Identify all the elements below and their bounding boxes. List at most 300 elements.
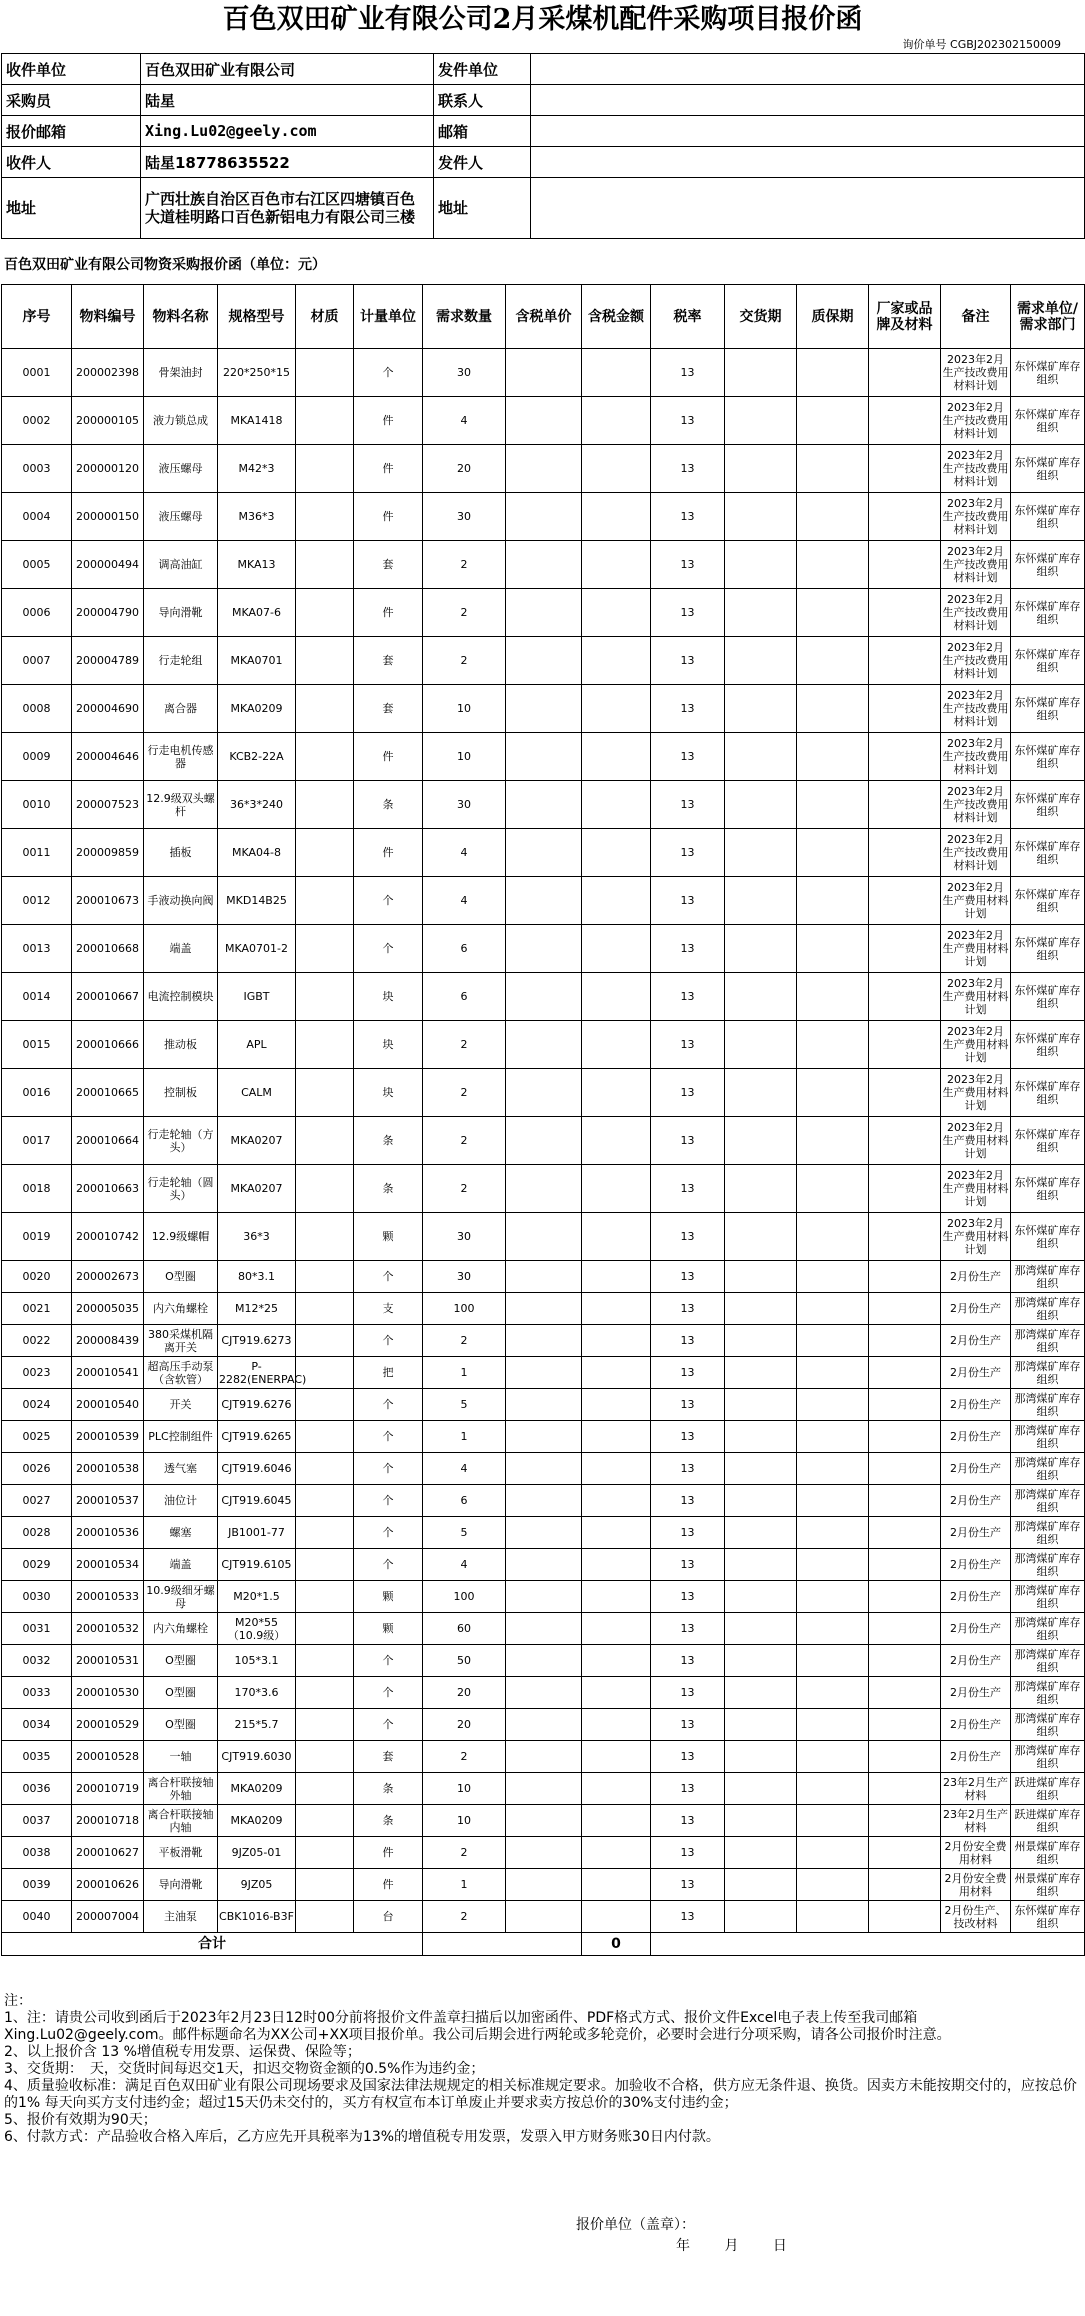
- column-header: 备注: [941, 285, 1011, 349]
- table-cell: M36*3: [218, 493, 296, 541]
- table-cell: 0014: [2, 973, 72, 1021]
- table-cell: [869, 1869, 941, 1901]
- table-row: [2, 445, 1085, 493]
- table-cell: 2月份生产: [941, 1389, 1011, 1421]
- table-cell: 行走轮组: [144, 637, 218, 685]
- table-cell: 个: [354, 1709, 423, 1741]
- table-cell: [296, 781, 354, 829]
- table-cell: 4: [423, 1453, 506, 1485]
- table-cell: [725, 541, 797, 589]
- table-row: [2, 541, 1085, 589]
- table-cell: 2月份生产: [941, 1677, 1011, 1709]
- table-cell: [725, 877, 797, 925]
- table-cell: [797, 349, 869, 397]
- table-cell: 2月份生产: [941, 1549, 1011, 1581]
- table-cell: 200010668: [72, 925, 144, 973]
- table-cell: 23年2月生产材料: [941, 1805, 1011, 1837]
- table-cell: 个: [354, 1453, 423, 1485]
- table-cell: 6: [423, 925, 506, 973]
- table-cell: [296, 1389, 354, 1421]
- table-cell: 200007523: [72, 781, 144, 829]
- table-row: [2, 1453, 1085, 1485]
- table-cell: [582, 1773, 651, 1805]
- table-cell: 那湾煤矿库存组织: [1011, 1741, 1085, 1773]
- table-cell: [797, 925, 869, 973]
- table-cell: 2月份生产: [941, 1485, 1011, 1517]
- table-cell: 200004789: [72, 637, 144, 685]
- table-cell: 0024: [2, 1389, 72, 1421]
- column-header: 需求单位/需求部门: [1011, 285, 1085, 349]
- table-row: [2, 397, 1085, 445]
- table-cell: 13: [651, 1389, 725, 1421]
- table-cell: [797, 685, 869, 733]
- table-cell: [506, 1421, 582, 1453]
- table-cell: 液压螺母: [144, 445, 218, 493]
- table-cell: [506, 1069, 582, 1117]
- table-cell: 件: [354, 1837, 423, 1869]
- table-cell: 200010665: [72, 1069, 144, 1117]
- contact-value: [531, 85, 1085, 116]
- table-cell: 0039: [2, 1869, 72, 1901]
- table-cell: [797, 829, 869, 877]
- table-cell: [725, 1901, 797, 1933]
- table-cell: 200002673: [72, 1261, 144, 1293]
- table-cell: 1: [423, 1357, 506, 1389]
- table-cell: KCB2-22A: [218, 733, 296, 781]
- table-cell: [296, 1805, 354, 1837]
- table-cell: 电流控制模块: [144, 973, 218, 1021]
- table-cell: 2: [423, 1837, 506, 1869]
- table-cell: [582, 1517, 651, 1549]
- table-cell: [797, 445, 869, 493]
- table-cell: 0003: [2, 445, 72, 493]
- table-cell: 5: [423, 1389, 506, 1421]
- table-cell: [506, 637, 582, 685]
- table-cell: 200010540: [72, 1389, 144, 1421]
- table-cell: [506, 685, 582, 733]
- table-cell: 13: [651, 445, 725, 493]
- table-cell: 2: [423, 637, 506, 685]
- table-cell: [506, 1645, 582, 1677]
- table-cell: 个: [354, 925, 423, 973]
- table-cell: [869, 1069, 941, 1117]
- table-cell: 13: [651, 1581, 725, 1613]
- table-cell: [582, 1869, 651, 1901]
- table-cell: 200010534: [72, 1549, 144, 1581]
- table-cell: 9JZ05-01: [218, 1837, 296, 1869]
- info-table: [1, 53, 1085, 239]
- table-cell: 件: [354, 445, 423, 493]
- table-cell: [725, 1677, 797, 1709]
- table-cell: 东怀煤矿库存组织: [1011, 829, 1085, 877]
- note-line: 5、报价有效期为90天；: [4, 2112, 157, 2128]
- table-cell: 套: [354, 685, 423, 733]
- table-cell: 件: [354, 829, 423, 877]
- table-cell: [296, 1213, 354, 1261]
- table-cell: [296, 973, 354, 1021]
- table-cell: 套: [354, 1741, 423, 1773]
- table-cell: 105*3.1: [218, 1645, 296, 1677]
- table-row: [2, 877, 1085, 925]
- table-cell: 条: [354, 1165, 423, 1213]
- table-cell: 东怀煤矿库存组织: [1011, 349, 1085, 397]
- table-cell: [797, 1517, 869, 1549]
- table-cell: 2023年2月生产技改费用材料计划: [941, 589, 1011, 637]
- table-cell: [869, 829, 941, 877]
- table-cell: 200010664: [72, 1117, 144, 1165]
- table-cell: [582, 1549, 651, 1581]
- table-cell: 调高油缸: [144, 541, 218, 589]
- table-cell: [869, 1325, 941, 1357]
- table-cell: 2月份安全费用材料: [941, 1869, 1011, 1901]
- table-cell: 油位计: [144, 1485, 218, 1517]
- table-cell: [506, 493, 582, 541]
- table-cell: [797, 1837, 869, 1869]
- column-header: 质保期: [797, 285, 869, 349]
- table-cell: [725, 1869, 797, 1901]
- column-header: 交货期: [725, 285, 797, 349]
- table-cell: [506, 1021, 582, 1069]
- table-cell: [725, 1709, 797, 1741]
- table-cell: 个: [354, 1677, 423, 1709]
- table-cell: [725, 637, 797, 685]
- table-cell: 13: [651, 1517, 725, 1549]
- table-cell: 12.9级螺帽: [144, 1213, 218, 1261]
- table-cell: 2: [423, 541, 506, 589]
- table-cell: 2月份安全费用材料: [941, 1837, 1011, 1869]
- table-cell: [506, 445, 582, 493]
- table-cell: 个: [354, 1517, 423, 1549]
- note-line: 3、交货期： 天，交货时间每迟交1天，扣迟交物资金额的0.5%作为违约金；: [4, 2061, 485, 2077]
- table-row: [2, 1021, 1085, 1069]
- table-cell: 那湾煤矿库存组织: [1011, 1485, 1085, 1517]
- table-cell: 0004: [2, 493, 72, 541]
- table-cell: [725, 1261, 797, 1293]
- table-cell: 9JZ05: [218, 1869, 296, 1901]
- table-cell: [582, 829, 651, 877]
- table-cell: 0034: [2, 1709, 72, 1741]
- table-cell: 个: [354, 1325, 423, 1357]
- table-cell: [296, 445, 354, 493]
- table-cell: M20*55（10.9级）: [218, 1613, 296, 1645]
- table-cell: MKA0209: [218, 1805, 296, 1837]
- email-label: 报价邮箱: [2, 116, 141, 147]
- table-cell: [725, 1213, 797, 1261]
- table-cell: 那湾煤矿库存组织: [1011, 1325, 1085, 1357]
- table-cell: [506, 1325, 582, 1357]
- table-cell: 13: [651, 781, 725, 829]
- table-row: [2, 1837, 1085, 1869]
- table-cell: 13: [651, 1453, 725, 1485]
- sender-value: [531, 147, 1085, 178]
- table-cell: 13: [651, 349, 725, 397]
- table-cell: [582, 877, 651, 925]
- table-cell: 0025: [2, 1421, 72, 1453]
- table-cell: CJT919.6045: [218, 1485, 296, 1517]
- column-header: 税率: [651, 285, 725, 349]
- table-cell: 2月份生产: [941, 1613, 1011, 1645]
- table-cell: 13: [651, 1325, 725, 1357]
- table-cell: 2月份生产: [941, 1261, 1011, 1293]
- table-cell: [582, 733, 651, 781]
- table-cell: 13: [651, 1869, 725, 1901]
- table-cell: 200010666: [72, 1021, 144, 1069]
- table-cell: 州景煤矿库存组织: [1011, 1837, 1085, 1869]
- table-cell: 170*3.6: [218, 1677, 296, 1709]
- table-cell: [869, 1549, 941, 1581]
- table-cell: [582, 1389, 651, 1421]
- table-cell: [296, 397, 354, 445]
- table-cell: [506, 397, 582, 445]
- table-cell: 200010742: [72, 1213, 144, 1261]
- table-cell: 行走电机传感器: [144, 733, 218, 781]
- table-cell: 那湾煤矿库存组织: [1011, 1517, 1085, 1549]
- receiver-unit-label: 收件单位: [2, 54, 141, 85]
- table-cell: 导向滑靴: [144, 1869, 218, 1901]
- table-cell: P-2282(ENERPAC): [218, 1357, 296, 1389]
- table-cell: 件: [354, 733, 423, 781]
- table-cell: [582, 1421, 651, 1453]
- table-cell: [869, 973, 941, 1021]
- table-cell: CBK1016-B3F: [218, 1901, 296, 1933]
- table-cell: [582, 1325, 651, 1357]
- table-cell: 那湾煤矿库存组织: [1011, 1453, 1085, 1485]
- table-cell: [296, 733, 354, 781]
- table-cell: 2月份生产: [941, 1517, 1011, 1549]
- column-header: 规格型号: [218, 285, 296, 349]
- table-cell: [296, 1549, 354, 1581]
- table-cell: 件: [354, 493, 423, 541]
- table-cell: [296, 1453, 354, 1485]
- table-cell: 东怀煤矿库存组织: [1011, 493, 1085, 541]
- table-cell: [869, 349, 941, 397]
- address-value: 广西壮族自治区百色市右江区四塘镇百色大道桂明路口百色新铝电力有限公司三楼: [141, 178, 434, 239]
- table-cell: [582, 1293, 651, 1325]
- table-cell: [296, 925, 354, 973]
- table-cell: 2023年2月生产费用材料计划: [941, 1117, 1011, 1165]
- table-cell: [797, 1677, 869, 1709]
- table-cell: M12*25: [218, 1293, 296, 1325]
- table-cell: [582, 1901, 651, 1933]
- table-cell: 一轴: [144, 1741, 218, 1773]
- table-cell: 离合杆联接轴内轴: [144, 1805, 218, 1837]
- table-cell: 20: [423, 1677, 506, 1709]
- table-cell: 东怀煤矿库存组织: [1011, 781, 1085, 829]
- table-row: [2, 1261, 1085, 1293]
- table-cell: [725, 1581, 797, 1613]
- table-cell: PLC控制组件: [144, 1421, 218, 1453]
- table-cell: [582, 781, 651, 829]
- table-row: [2, 1549, 1085, 1581]
- table-cell: 13: [651, 973, 725, 1021]
- table-cell: 条: [354, 1805, 423, 1837]
- table-cell: 13: [651, 1293, 725, 1325]
- table-cell: [506, 1549, 582, 1581]
- table-cell: 那湾煤矿库存组织: [1011, 1613, 1085, 1645]
- table-cell: 2023年2月生产费用材料计划: [941, 1069, 1011, 1117]
- column-header: 物料名称: [144, 285, 218, 349]
- table-cell: 0022: [2, 1325, 72, 1357]
- table-row: [2, 973, 1085, 1021]
- table-row: [2, 925, 1085, 973]
- column-header: 需求数量: [423, 285, 506, 349]
- table-row: [2, 589, 1085, 637]
- table-cell: 东怀煤矿库存组织: [1011, 541, 1085, 589]
- table-cell: 13: [651, 925, 725, 973]
- table-cell: [506, 1837, 582, 1869]
- table-cell: 2023年2月生产技改费用材料计划: [941, 445, 1011, 493]
- table-cell: 200005035: [72, 1293, 144, 1325]
- table-row: [2, 829, 1085, 877]
- table-cell: [797, 397, 869, 445]
- column-header: 物料编号: [72, 285, 144, 349]
- table-cell: 2023年2月生产费用材料计划: [941, 973, 1011, 1021]
- table-cell: [869, 1645, 941, 1677]
- table-cell: 2023年2月生产费用材料计划: [941, 925, 1011, 973]
- table-cell: 跃进煤矿库存组织: [1011, 1805, 1085, 1837]
- table-cell: 4: [423, 1549, 506, 1581]
- table-cell: 0026: [2, 1453, 72, 1485]
- table-cell: [725, 1741, 797, 1773]
- table-cell: 13: [651, 1645, 725, 1677]
- table-cell: [869, 685, 941, 733]
- table-cell: 跃进煤矿库存组织: [1011, 1773, 1085, 1805]
- table-cell: 12.9级双头螺杆: [144, 781, 218, 829]
- table-cell: 0006: [2, 589, 72, 637]
- note-line: 注：: [4, 1993, 32, 2009]
- table-cell: 东怀煤矿库存组织: [1011, 925, 1085, 973]
- table-cell: 液力锁总成: [144, 397, 218, 445]
- table-cell: 颗: [354, 1613, 423, 1645]
- address-label: 地址: [2, 178, 141, 239]
- table-cell: [296, 349, 354, 397]
- table-cell: [582, 1213, 651, 1261]
- table-cell: 2023年2月生产技改费用材料计划: [941, 685, 1011, 733]
- table-cell: 13: [651, 397, 725, 445]
- table-row: [2, 1613, 1085, 1645]
- table-cell: [797, 1021, 869, 1069]
- table-cell: [582, 1357, 651, 1389]
- table-cell: [296, 637, 354, 685]
- table-subtitle: 百色双田矿业有限公司物资采购报价函（单位：元）: [4, 257, 326, 273]
- table-cell: [582, 973, 651, 1021]
- table-cell: [869, 1709, 941, 1741]
- table-cell: [797, 877, 869, 925]
- table-cell: [506, 1517, 582, 1549]
- table-cell: 30: [423, 349, 506, 397]
- table-cell: 件: [354, 589, 423, 637]
- table-cell: [725, 973, 797, 1021]
- table-cell: [506, 1389, 582, 1421]
- table-cell: 200010541: [72, 1357, 144, 1389]
- table-cell: 13: [651, 1709, 725, 1741]
- table-cell: [296, 1485, 354, 1517]
- table-row: [2, 1709, 1085, 1741]
- table-row: [2, 1677, 1085, 1709]
- table-cell: 200010627: [72, 1837, 144, 1869]
- table-cell: [506, 781, 582, 829]
- table-cell: [725, 829, 797, 877]
- table-cell: [797, 1869, 869, 1901]
- table-cell: [797, 637, 869, 685]
- table-cell: [725, 1069, 797, 1117]
- table-cell: [506, 1613, 582, 1645]
- table-cell: [797, 589, 869, 637]
- table-cell: 0021: [2, 1293, 72, 1325]
- table-cell: [506, 349, 582, 397]
- table-cell: [869, 1773, 941, 1805]
- table-cell: [506, 1709, 582, 1741]
- table-cell: 220*250*15: [218, 349, 296, 397]
- table-cell: MKA0207: [218, 1117, 296, 1165]
- table-cell: [869, 1581, 941, 1613]
- table-cell: 200010529: [72, 1709, 144, 1741]
- column-header: 计量单位: [354, 285, 423, 349]
- table-cell: 东怀煤矿库存组织: [1011, 733, 1085, 781]
- column-header: 含税金额: [582, 285, 651, 349]
- table-cell: 那湾煤矿库存组织: [1011, 1581, 1085, 1613]
- table-cell: 个: [354, 1549, 423, 1581]
- table-cell: 0037: [2, 1805, 72, 1837]
- table-cell: [869, 397, 941, 445]
- table-cell: 0002: [2, 397, 72, 445]
- quote-number: 询价单号 CGBJ202302150009: [902, 38, 1061, 51]
- table-cell: 200008439: [72, 1325, 144, 1357]
- table-cell: [296, 1773, 354, 1805]
- table-cell: [296, 1645, 354, 1677]
- table-cell: [797, 1165, 869, 1213]
- table-cell: 2023年2月生产技改费用材料计划: [941, 349, 1011, 397]
- signature-label: 报价单位（盖章）：: [576, 2217, 695, 2233]
- table-cell: [869, 1421, 941, 1453]
- contact-label: 联系人: [434, 85, 531, 116]
- table-cell: 13: [651, 1069, 725, 1117]
- table-cell: MKA0209: [218, 1773, 296, 1805]
- table-cell: [725, 1389, 797, 1421]
- table-cell: 2023年2月生产技改费用材料计划: [941, 637, 1011, 685]
- table-cell: 件: [354, 1869, 423, 1901]
- table-cell: [296, 1901, 354, 1933]
- table-cell: 2月份生产: [941, 1741, 1011, 1773]
- table-cell: [797, 1453, 869, 1485]
- table-row: [2, 1117, 1085, 1165]
- table-cell: [296, 1837, 354, 1869]
- table-cell: [725, 733, 797, 781]
- address2-label: 地址: [434, 178, 531, 239]
- receiver-unit-value: 百色双田矿业有限公司: [141, 54, 434, 85]
- table-cell: 200010531: [72, 1645, 144, 1677]
- table-row: [2, 1869, 1085, 1901]
- table-cell: 13: [651, 1677, 725, 1709]
- table-cell: 1: [423, 1421, 506, 1453]
- table-cell: [506, 589, 582, 637]
- table-cell: [506, 541, 582, 589]
- total-empty-cell: [651, 1933, 1085, 1956]
- table-cell: [869, 1389, 941, 1421]
- table-cell: 2: [423, 1325, 506, 1357]
- sender-unit-label: 发件单位: [434, 54, 531, 85]
- table-row: [2, 1773, 1085, 1805]
- table-cell: O型圈: [144, 1261, 218, 1293]
- table-cell: 60: [423, 1613, 506, 1645]
- table-cell: 13: [651, 1021, 725, 1069]
- table-cell: 0012: [2, 877, 72, 925]
- table-cell: [725, 397, 797, 445]
- table-cell: 200010718: [72, 1805, 144, 1837]
- table-cell: 东怀煤矿库存组织: [1011, 685, 1085, 733]
- table-cell: [869, 1117, 941, 1165]
- table-cell: 颗: [354, 1581, 423, 1613]
